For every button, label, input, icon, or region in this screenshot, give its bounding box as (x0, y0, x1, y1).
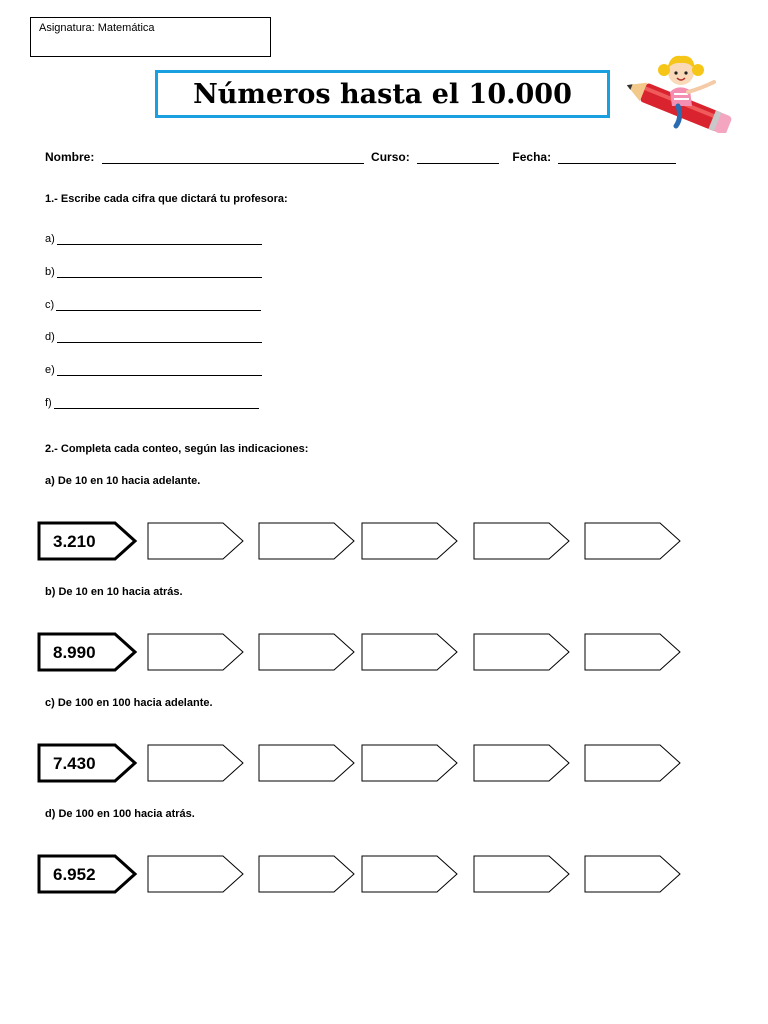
course-field[interactable] (417, 151, 499, 164)
answer-line-a[interactable] (45, 233, 262, 245)
question-1-prompt: 1.- Escribe cada cifra que dictará tu profesora: (45, 193, 288, 205)
answer-field[interactable] (57, 234, 262, 245)
sequence-label: d) De 100 en 100 hacia atrás. (45, 808, 195, 820)
answer-line-d[interactable] (45, 331, 262, 343)
sequence-label: b) De 10 en 10 hacia atrás. (45, 586, 183, 598)
sequence-row (37, 521, 687, 561)
sequence-row (37, 854, 687, 894)
answer-arrow-box[interactable] (362, 523, 457, 559)
answer-arrow-box[interactable] (362, 745, 457, 781)
answer-field[interactable] (56, 300, 261, 311)
student-info-row (45, 150, 725, 164)
answer-label: f) (45, 397, 52, 409)
answer-arrow-box[interactable] (148, 745, 243, 781)
answer-arrow-box[interactable] (148, 523, 243, 559)
answer-arrow-box[interactable] (585, 856, 680, 892)
answer-label: b) (45, 266, 55, 278)
answer-arrow-box[interactable] (585, 634, 680, 670)
course-label: Curso: (371, 150, 410, 164)
start-number: 3.210 (53, 532, 96, 551)
answer-arrow-box[interactable] (259, 856, 354, 892)
page-title (155, 70, 610, 118)
sequence-arrows (37, 854, 687, 894)
answer-arrow-box[interactable] (585, 745, 680, 781)
sequence-label: a) De 10 en 10 hacia adelante. (45, 475, 201, 487)
answer-line-b[interactable] (45, 266, 262, 278)
name-label: Nombre: (45, 150, 95, 164)
sequence-arrows (37, 521, 687, 561)
answer-arrow-box[interactable] (474, 523, 569, 559)
date-label: Fecha: (512, 150, 552, 164)
answer-field[interactable] (57, 332, 262, 343)
answer-arrow-box[interactable] (474, 634, 569, 670)
sequence-label: c) De 100 en 100 hacia adelante. (45, 697, 213, 709)
answer-field[interactable] (57, 267, 262, 278)
sequence-arrows (37, 632, 687, 672)
answer-label: a) (45, 233, 55, 245)
answer-arrow-box[interactable] (362, 634, 457, 670)
answer-label: c) (45, 299, 55, 311)
start-number: 7.430 (53, 754, 96, 773)
answer-arrow-box[interactable] (259, 634, 354, 670)
answer-field[interactable] (57, 365, 262, 376)
answer-line-c[interactable] (45, 299, 261, 311)
name-field[interactable] (102, 151, 364, 164)
answer-line-f[interactable] (45, 397, 259, 409)
answer-arrow-box[interactable] (362, 856, 457, 892)
subject-box (30, 17, 271, 57)
page-title-text: Números hasta el 10.000 (193, 78, 572, 110)
answer-field[interactable] (54, 398, 259, 409)
answer-arrow-box[interactable] (259, 523, 354, 559)
answer-arrow-box[interactable] (474, 856, 569, 892)
start-number: 8.990 (53, 643, 96, 662)
answer-arrow-box[interactable] (148, 634, 243, 670)
answer-arrow-box[interactable] (148, 856, 243, 892)
date-field[interactable] (558, 151, 676, 164)
answer-label: d) (45, 331, 55, 343)
answer-arrow-box[interactable] (259, 745, 354, 781)
answer-label: e) (45, 364, 55, 376)
answer-arrow-box[interactable] (474, 745, 569, 781)
girl-on-pencil-illustration (618, 48, 738, 133)
answer-arrow-box[interactable] (585, 523, 680, 559)
answer-line-e[interactable] (45, 364, 262, 376)
sequence-row (37, 743, 687, 783)
sequence-row (37, 632, 687, 672)
subject-label: Asignatura: Matemática (39, 22, 155, 34)
sequence-arrows (37, 743, 687, 783)
question-2-prompt: 2.- Completa cada conteo, según las indicaciones: (45, 443, 309, 455)
start-number: 6.952 (53, 865, 96, 884)
